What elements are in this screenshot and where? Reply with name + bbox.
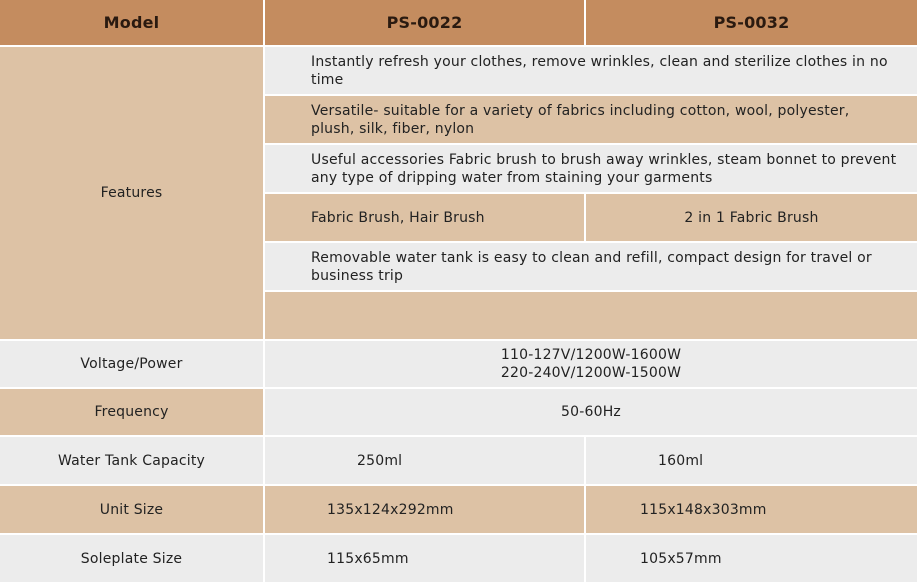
- unit-size-ps-0032: 115x148x303mm: [586, 486, 917, 533]
- unit-size-ps-0022: 135x124x292mm: [265, 486, 584, 533]
- water-tank-ps-0032: 160ml: [586, 437, 917, 484]
- feature-accessory-ps-0032: 2 in 1 Fabric Brush: [586, 194, 917, 241]
- feature-item-refresh: Instantly refresh your clothes, remove wrinkles, clean and sterilize clothes in no time: [265, 47, 917, 94]
- features-label: Features: [0, 47, 263, 339]
- header-ps-0032: PS-0032: [586, 0, 917, 45]
- feature-item-accessories: Useful accessories Fabric brush to brush away wrinkles, steam bonnet to prevent any type of dripping water from staining your garments: [265, 145, 917, 192]
- frequency-label: Frequency: [0, 389, 263, 435]
- feature-item-empty: [265, 292, 917, 339]
- frequency-value: 50-60Hz: [265, 389, 917, 435]
- feature-item-water-tank: Removable water tank is easy to clean and refill, compact design for travel or business trip: [265, 243, 917, 290]
- voltage-line-1: 110-127V/1200W-1600W: [500, 347, 682, 363]
- header-model: Model: [0, 0, 263, 45]
- header-ps-0022: PS-0022: [265, 0, 584, 45]
- voltage-line-2: 220-240V/1200W-1500W: [500, 365, 682, 381]
- unit-size-label: Unit Size: [0, 486, 263, 533]
- soleplate-ps-0032: 105x57mm: [586, 535, 917, 582]
- feature-item-versatile: Versatile- suitable for a variety of fabrics including cotton, wool, polyester, plush, silk, fiber, nylon: [265, 96, 917, 143]
- water-tank-ps-0022: 250ml: [265, 437, 584, 484]
- voltage-value: [265, 341, 917, 387]
- feature-accessory-ps-0022: Fabric Brush, Hair Brush: [265, 194, 584, 241]
- soleplate-label: Soleplate Size: [0, 535, 263, 582]
- water-tank-label: Water Tank Capacity: [0, 437, 263, 484]
- soleplate-ps-0022: 115x65mm: [265, 535, 584, 582]
- voltage-label: Voltage/Power: [0, 341, 263, 387]
